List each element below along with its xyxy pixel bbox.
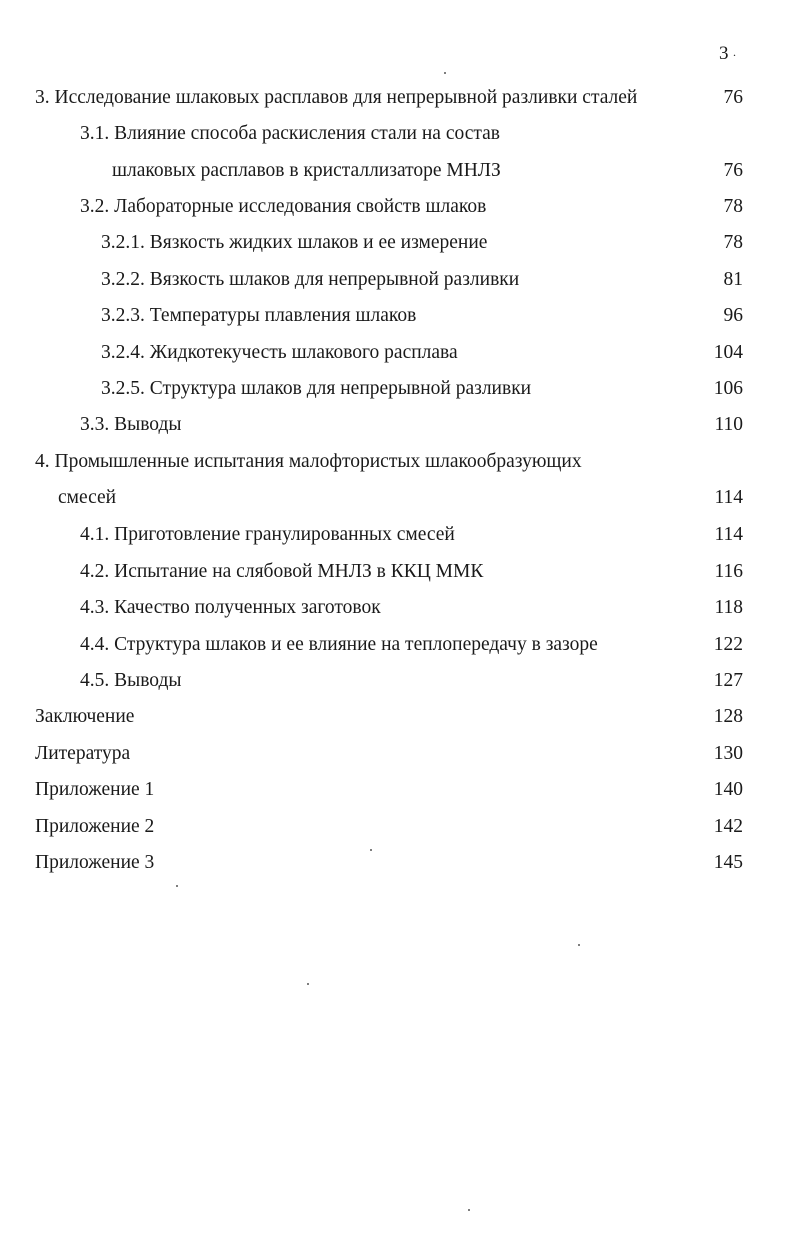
toc-page-number: 110 [714, 414, 743, 435]
toc-page-number: 76 [723, 87, 743, 108]
toc-page-number: 114 [714, 487, 743, 508]
toc-page-number: 106 [713, 378, 743, 399]
toc-page-number: 78 [723, 232, 743, 253]
toc-page-number: 130 [713, 743, 743, 764]
toc-entry-3-3: 3.3. Выводы [80, 414, 182, 435]
toc-entry-4-1: 4.1. Приготовление гранулированных смесей [80, 524, 455, 545]
toc-page-number: 96 [723, 305, 743, 326]
scan-speck [578, 944, 580, 946]
toc-entry-literature: Литература [35, 743, 131, 764]
toc-page-number: 127 [713, 670, 743, 691]
toc-entry-4-2: 4.2. Испытание на слябовой МНЛЗ в ККЦ ММК [80, 561, 484, 582]
toc-page-number: 128 [713, 706, 743, 727]
toc-entry-appendix-3: Приложение 3 [35, 852, 155, 873]
toc-page-number: 140 [713, 779, 743, 800]
toc-entry-conclusion: Заключение [35, 706, 135, 727]
toc-page-number: 116 [714, 561, 743, 582]
toc-entry-4-4: 4.4. Структура шлаков и ее влияние на теплопередачу в зазоре [80, 634, 598, 655]
toc-page-number: 76 [723, 160, 743, 181]
toc-entry-3-2-4: 3.2.4. Жидкотекучесть шлакового расплава [101, 342, 458, 363]
toc-entry-3-2-2: 3.2.2. Вязкость шлаков для непрерывной разливки [101, 269, 520, 290]
toc-entry-3-1-cont: шлаковых расплавов в кристаллизаторе МНЛЗ [112, 160, 501, 181]
toc-entry-4-5: 4.5. Выводы [80, 670, 182, 691]
scan-speck [370, 849, 372, 851]
toc-entry-chapter-4: 4. Промышленные испытания малофтористых шлакообразующих [35, 451, 582, 472]
toc-entry-appendix-2: Приложение 2 [35, 816, 155, 837]
toc-page-number: 142 [713, 816, 743, 837]
toc-entry-3-2-1: 3.2.1. Вязкость жидких шлаков и ее измерение [101, 232, 488, 253]
toc-entry-3-2-3: 3.2.3. Температуры плавления шлаков [101, 305, 417, 326]
scan-speck [176, 885, 178, 887]
toc-entry-3-2-5: 3.2.5. Структура шлаков для непрерывной разливки [101, 378, 532, 399]
scan-speck [307, 983, 309, 985]
page-number: 3 · [719, 43, 737, 64]
scan-speck [468, 1209, 470, 1211]
toc-page-number: 81 [723, 269, 743, 290]
toc-page-number: 122 [713, 634, 743, 655]
toc-page-number: 78 [723, 196, 743, 217]
toc-page-number: 118 [714, 597, 743, 618]
scan-speck [444, 72, 446, 74]
toc-page-number: 104 [713, 342, 743, 363]
toc-entry-4-3: 4.3. Качество полученных заготовок [80, 597, 381, 618]
toc-entry-appendix-1: Приложение 1 [35, 779, 155, 800]
toc-entry-3-2: 3.2. Лабораторные исследования свойств шлаков [80, 196, 487, 217]
toc-entry-chapter-3: 3. Исследование шлаковых расплавов для непрерывной разливки сталей [35, 87, 638, 108]
toc-page-number: 145 [713, 852, 743, 873]
toc-entry-chapter-4-cont: смесей [58, 487, 117, 508]
toc-page-number: 114 [714, 524, 743, 545]
toc-entry-3-1: 3.1. Влияние способа раскисления стали на состав [80, 123, 500, 144]
